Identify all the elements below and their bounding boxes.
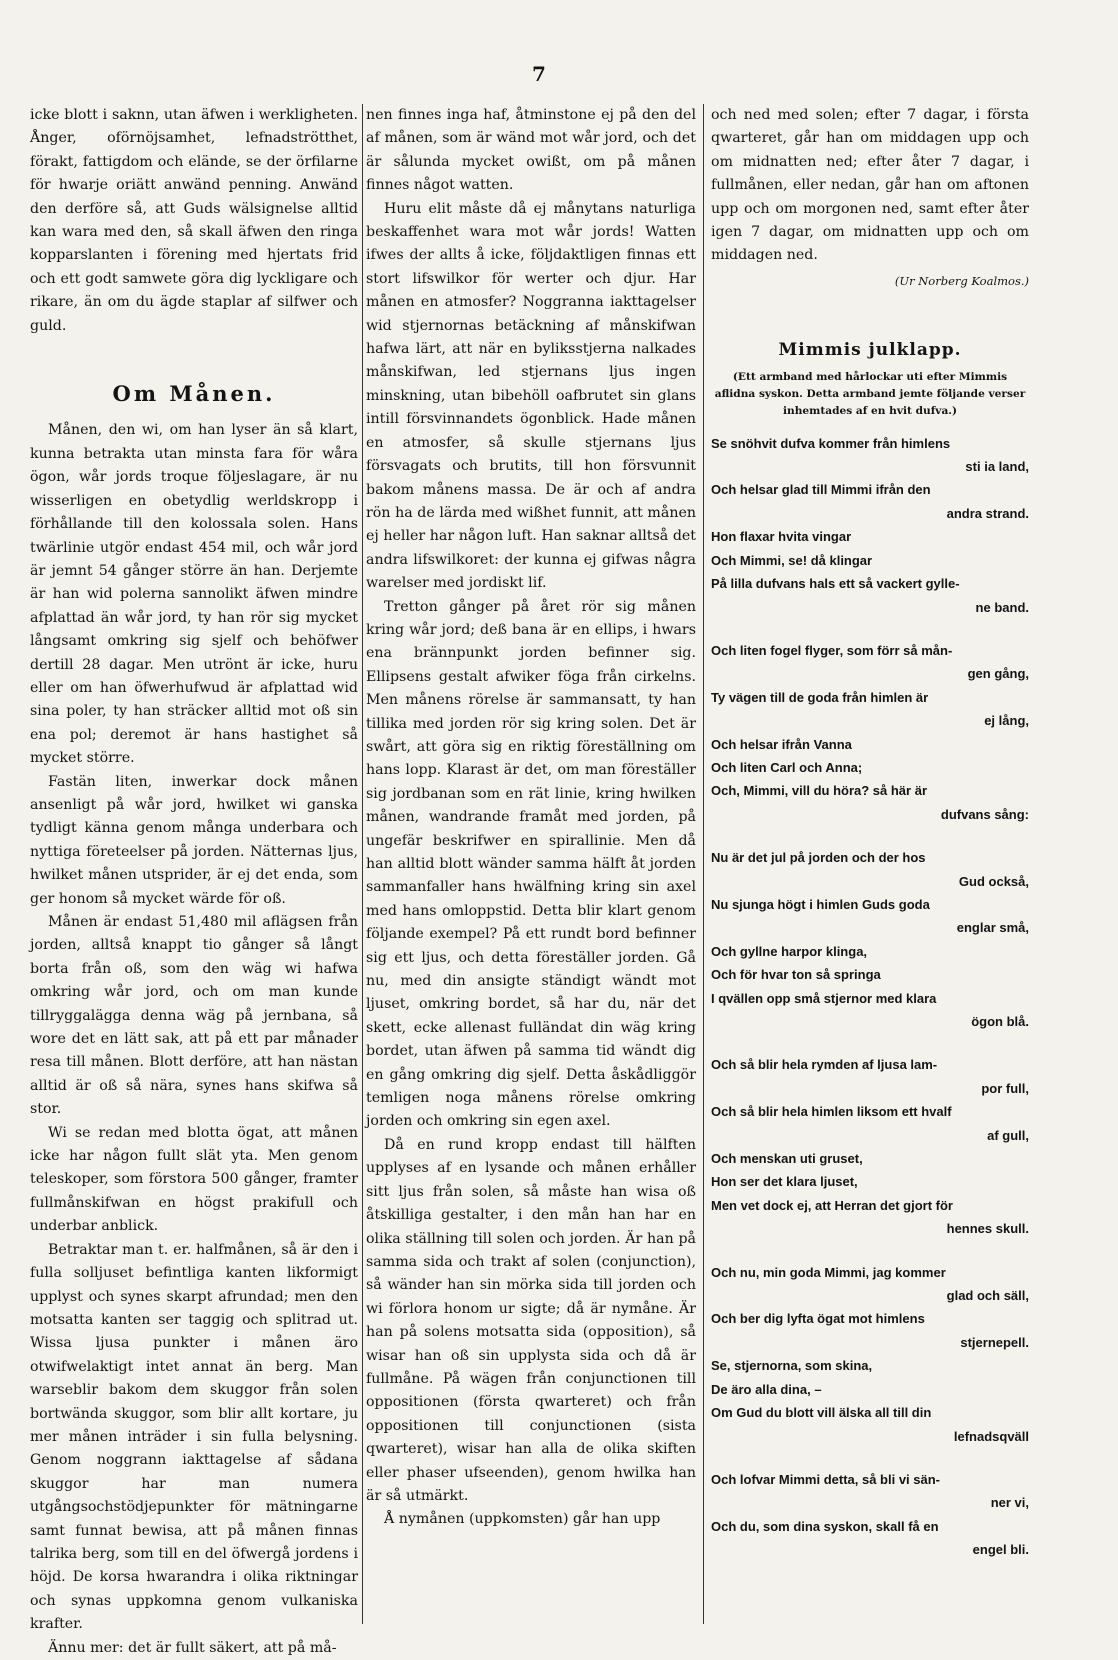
poem-line: Och ber dig lyfta ögat mot himlens — [711, 1311, 925, 1327]
poem-line: Och lofvar Mimmi detta, så bli vi sän- — [711, 1471, 941, 1487]
poem-stanza — [711, 432, 1029, 619]
column-rule-right — [703, 104, 704, 1624]
poem-line: Och liten fogel flyger, som förr så mån- — [711, 642, 953, 658]
poem-line: Men vet dock ej, att Herran det gjort för — [711, 1197, 953, 1213]
paragraph: Betraktar man t. er. halfmånen, så är den i fulla solljuset befintliga kanten likformigt upplyst och synes skarpt afrundad; men den motsatta kanten ser taggig och splitrad ut. Wissa ljusa punkter i månen äro otwifwelaktigt intet annat än berg. Man warseblir bakom dem skuggor från solen bortwända skuggor, som blir allt kortare, ju mer månen inträder i sin fulla belysning. Genom noggrann iakttagelse af sådana skuggor har man numera utgångsochstödjepunkter för mätningarne samt funnat bewisa, att på månen finnas talrika berg, som till en del öfwergå jordens i höjd. De korsa hwarandra i olika riktningar och synas uppkomna genom vulkaniska krafter. — [30, 1241, 358, 1633]
paragraph: Fastän liten, inwerkar dock månen ansenligt på wår jord, hwilket wi ganska tydligt känna genom många underbara och nyttiga företeelser på jorden. Nätternas ljus, hwilket månen utsprider, är ej det enda, som ger honom så mycket wärde för oß. — [30, 773, 358, 907]
poem-line: sti ia land, — [965, 459, 1029, 475]
paragraph: Månen, den wi, om han lyser än så klart, kunna betrakta utan minsta fara för wåra ögon, wår jords troque följeslagare, är nu wisserligen en obetydlig werldskropp i förhållande till den kolossala solen. Hans twärlinie utgör endast 454 mil, och wår jord är jemnt 54 gånger större än han. Derjemte är han wid polerna sannolikt äfwen mindre afplattad än wår jord, ty han rör sig mycket långsamt omkring sig sjelf och behöfwer dertill 28 dagar. Men utrönt är icke, huru eller om han öfwerhufwud är afplattad wid sina poler, ty han sträcker alltid mot oß sin ena pol; deremot är hans hastighet så mycket större. — [30, 422, 358, 767]
poem-line: Och så blir hela rymden af ljusa lam- — [711, 1057, 938, 1073]
poem-line: af gull, — [987, 1127, 1029, 1143]
poem-line: I qvällen opp små stjernor med klara — [711, 990, 937, 1006]
poem-line: ne band. — [975, 599, 1029, 615]
poem-line: De äro alla dina, – — [711, 1381, 822, 1397]
poem-line: Och nu, min goda Mimmi, jag kommer — [711, 1264, 946, 1280]
paragraph: icke blott i saknn, utan äfwen i werkligheten. Ånger, oförnöjsamhet, lefnadströtthet, förakt, fattigdom och elände, se der örfilarne för hwarje oriätt anwänd penning. Anwänd den derföre så, att Guds wälsignelse alltid kan wara med den, så skall äfwen den ringa kopparslanten i förening med hjertats frid och ett godt samwete göra dig lyckligare och rikare, än om du ägde staplar af silfwer och guld. — [30, 107, 358, 334]
poem-stanza — [711, 639, 1029, 826]
poem-stanza — [711, 846, 1029, 1033]
paragraph: Å nymånen (uppkomsten) går han upp — [384, 1511, 661, 1528]
paragraph: Wi se redan med blotta ögat, att månen icke har någon fullt slät yta. Men genom teleskoper, som förstora 500 gånger, framter fullmånskifwan en högst prakifull och underbar anblick. — [30, 1124, 358, 1235]
column-right — [711, 104, 1029, 1626]
poem-line: glad och säll, — [946, 1288, 1029, 1304]
poem-line: Och liten Carl och Anna; — [711, 759, 863, 775]
poem-line: Och, Mimmi, vill du höra? så här är — [711, 783, 927, 799]
poem-title: Mimmis julklapp. — [778, 340, 962, 361]
column-rule-left — [362, 104, 363, 1624]
poem-body — [711, 432, 1029, 1562]
paragraph: nen finnes inga haf, åtminstone ej på den del af månen, som är wänd mot wår jord, och det är sålunda mycket owißt, om på månen finnes något watten. — [366, 107, 696, 194]
poem-note: (Ett armband med hårlockar uti efter Mimmis aflidna syskon. Detta armband jemte följande verser inhemtades af en hvit dufva.) — [714, 370, 1026, 417]
poem-stanza — [711, 1261, 1029, 1448]
poem-stanza — [711, 1053, 1029, 1240]
poem-line: ner vi, — [990, 1495, 1029, 1511]
poem-line: dufvans sång: — [940, 806, 1029, 822]
poem-line: ej lång, — [984, 713, 1029, 729]
paragraph: Då en rund kropp endast till hälften upplyses af en lysande och månen erhåller sitt ljus från solen, så måste han wisa oß åtskilliga gestalter, i den mån han har en olika ställning till solen och jorden. Är han på samma sida och trakt af solen (conjunction), så wänder han sin mörka sida till jorden och wi förlora honom ur sigte; då är nymåne. Är han på solens motsatta sida (opposition), så wisar han oß sin upplysta sida och då är fullmåne. På wägen från conjunctionen till oppositionen (första qwarteret) och från oppositionen till conjunctionen (sista qwarteret), wisar han alla de olika skiften eller phaser ufseenden), genom hwilka han är så utmärkt. — [366, 1136, 696, 1504]
column-middle — [366, 104, 696, 1626]
poem-line: englar små, — [956, 920, 1029, 936]
poem-line: Nu sjunga högt i himlen Guds goda — [711, 896, 930, 912]
paragraph: och ned med solen; efter 7 dagar, i första qwarteret, går han om middagen upp och om midnatten ned; efter åter 7 dagar, i fullmånen, eller nedan, går han om aftonen upp och om morgonen ned, samt efter åter igen 7 dagar, om midnatten upp och om middagen ned. — [711, 107, 1029, 264]
poem-line: Och så blir hela himlen liksom ett hvalf — [711, 1104, 952, 1120]
poem-line: Se, stjernorna, som skina, — [711, 1358, 873, 1374]
poem-line: Gud också, — [958, 873, 1029, 889]
poem-line: Och helsar ifrån Vanna — [711, 736, 852, 752]
poem-line: hennes skull. — [946, 1221, 1029, 1237]
poem-line: andra strand. — [946, 505, 1029, 521]
poem-line: På lilla dufvans hals ett så vackert gylle- — [711, 576, 960, 592]
poem-line: Och du, som dina syskon, skall få en — [711, 1518, 939, 1534]
paragraph: Tretton gånger på året rör sig månen kring wår jord; deß bana är en ellips, i hwars ena brännpunkt jorden befinner sig. Ellipsens gestalt afwiker föga från cirkelns. Men månens rörelse är sammansatt, ty han tillika med jorden rör sig kring solen. Det är swårt, att göra sig en riktig föreställning om hans lopp. Klarast är det, om man föreställer sig jordbanan som en rät linie, kring hwilken månen, wandrande framåt med jorden, på ungefär beskrifwer en spirallinie. Men då han alltid blott wänder samma hälft åt jorden sammanfaller hans hwälfning kring sin axel med hans omloppstid. Detta blir klart genom följande exempel? På ett rundt bord befinner sig ett ljus, och detta föreställer jorden. Gå nu, med din ansigte ständigt wändt mot ljuset, omkring bordet, så har du, när det skett, ecke allenast fulländat din wäg kring bordet, utan äfwen på samma tid wändt dig en gång omkring dig sjelf. Detta åskådliggör temligen noga månens rörelse omkring jorden och omkring sin egen axel. — [366, 598, 696, 1130]
paragraph: Ännu mer: det är fullt säkert, att på må- — [48, 1639, 337, 1656]
poem-line: Och för hvar ton så springa — [711, 967, 881, 983]
poem-line: Och helsar glad till Mimmi ifrån den — [711, 482, 931, 498]
poem-line: Nu är det jul på jorden och der hos — [711, 850, 926, 866]
article-heading: Om Månen. — [112, 381, 276, 407]
poem-line: por full, — [981, 1080, 1029, 1096]
poem-line: Ty vägen till de goda från himlen är — [711, 689, 929, 705]
poem-line: Och gyllne harpor klinga, — [711, 943, 868, 959]
poem-line: Och Mimmi, se! då klingar — [711, 552, 873, 568]
poem-line: Se snöhvit dufva kommer från himlens — [711, 435, 951, 451]
column-left — [30, 104, 358, 1656]
poem-line: Om Gud du blott vill älska all till din — [711, 1405, 932, 1421]
source-note: (Ur Norberg Koalmos.) — [894, 273, 1029, 288]
poem-line: gen gång, — [967, 666, 1029, 682]
poem-line: ögon blå. — [971, 1014, 1029, 1029]
page-number: 7 — [532, 62, 546, 86]
poem-line: Hon ser det klara ljuset, — [711, 1174, 858, 1190]
paragraph: Månen är endast 51,480 mil aflägsen från jorden, alltså knappt tio gånger så långt borta från oß, som den wäg wi hafwa omkring wår jord, och om man kunde tillryggalägga denna wäg på jernbana, så wore det en lätt sak, att på ett par månader resa till månen. Blott derföre, att han nästan alltid är oß så nära, synes hans skifwa så stor. — [30, 914, 358, 1118]
paragraph: Huru elit måste då ej månytans naturliga beskaffenhet wara mot wår jords! Watten ifwes der allts å icke, följdaktligen finnas ett stort lifswilkor för werter och djur. Har månen en atmosfer? Noggranna iakttagelser wid stjernornas betäckning af månskifwan hafwa lärt, att när en byliksstjerna nalkades månskifwan, led stjernans ljus ingen minskning, utan bibehöll oafbrutet sin glans intill försvinnandets ögonblick. Hade månen en atmosfer, så skulle stjernans ljus försvagats och brutits, till hon försvunnit bakom månens massa. De är och af andra rön ha de lärda med wißhet funnit, att månen ej heller har någon luft. Han saknar alltså det andra lifswilkoret: der kunna ej gifwas några warelser med jordiskt lif. — [366, 200, 696, 592]
poem-line: stjernepell. — [960, 1334, 1029, 1350]
poem-line: Hon flaxar hvita vingar — [711, 529, 852, 545]
poem-line: engel bli. — [972, 1542, 1029, 1558]
poem-line: lefnadsqväll — [953, 1428, 1029, 1444]
poem-line: Och menskan uti gruset, — [711, 1151, 863, 1167]
poem-stanza — [711, 1468, 1029, 1562]
